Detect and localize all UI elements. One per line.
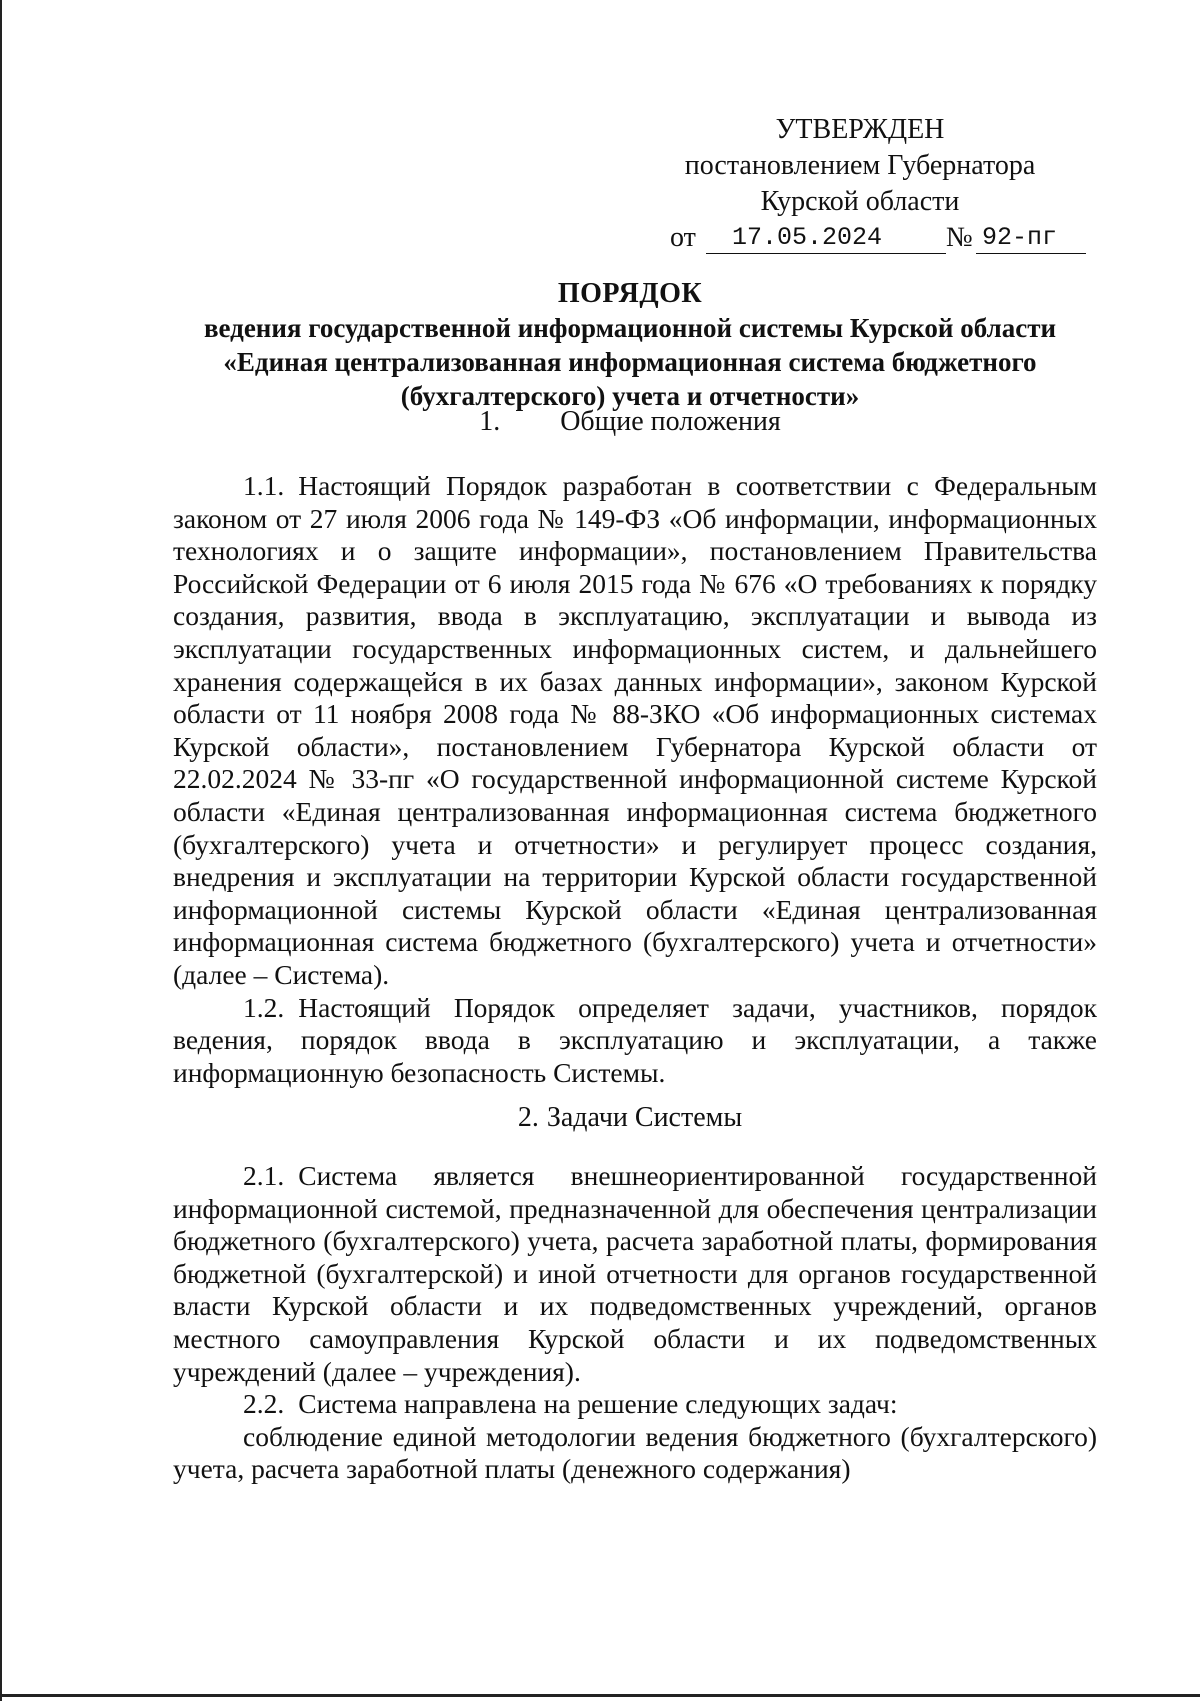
- paragraph-number: 1.1.: [243, 470, 285, 501]
- section-heading-2: [160, 1100, 1100, 1136]
- paragraph-1-2: [173, 992, 1097, 1090]
- paragraph-text: соблюдение единой методологии ведения бюджетного (бухгалтерского) учета, расчета заработной платы (денежного содержания): [173, 1420, 1097, 1485]
- title-line-2: «Единая централизованная информационная система бюджетного: [223, 347, 1037, 377]
- paragraph-text: Система направлена на решение следующих задач:: [298, 1388, 898, 1420]
- approval-date: 17.05.2024: [706, 220, 946, 254]
- section-1-body: [173, 470, 1097, 1089]
- document-title: [160, 277, 1100, 413]
- paragraph-1-1: [173, 470, 1097, 992]
- approval-date-line: [670, 220, 1090, 256]
- approval-status: УТВЕРЖДЕН: [775, 114, 945, 145]
- paragraph-text: Настоящий Порядок разработан в соответствии с Федеральным законом от 27 июля 2006 года № 149-ФЗ «Об информации, информационных технологиях и о защите информации», постановлением Правительства Российской Федерации от 6 июля 2015 года № 676 «О требованиях к порядку создания, развития, ввода в эксплуатацию, эксплуатации и вывода из эксплуатации государственных информационных систем, и дальнейшего хранения содержащейся в их базах данных информации», законом Курской области от 11 ноября 2008 года № 88-ЗКО «Об информационных системах Курской области», постановлением Губернатора Курской области от 22.02.2024 № 33-пг «О государственной информационной системе Курской области «Единая централизованная информационная система бюджетного (бухгалтерского) учета и отчетности» и регулирует процесс создания, внедрения и эксплуатации на территории Курской области государственной информационной системы Курской области «Единая централизованная информационная система бюджетного (бухгалтерского) учета и отчетности» (далее – Система).: [173, 470, 1097, 990]
- approval-issuer: постановлением Губернатора: [684, 150, 1036, 181]
- section-2-body: [173, 1160, 1097, 1486]
- paragraph-number: 2.1.: [243, 1160, 285, 1191]
- paragraph-2-2-item-1: [173, 1421, 1097, 1486]
- section-title: Задачи Системы: [546, 1102, 743, 1133]
- section-number: 2.: [517, 1102, 539, 1133]
- title-line-1: ведения государственной информационной системы Курской области: [203, 313, 1057, 343]
- paragraph-text: Система является внешнеориентированной государственной информационной системой, предназначенной для обеспечения централизации бюджетного (бухгалтерского) учета, расчета заработной платы, формирования бюджетной (бухгалтерской) и иной отчетности для органов государственной власти Курской области и их подведомственных учреждений, органов местного самоуправления Курской области и их подведомственных учреждений (далее – учреждения).: [173, 1160, 1097, 1387]
- approval-region: Курской области: [760, 186, 960, 217]
- number-prefix: №: [946, 222, 973, 253]
- section-heading-1: [160, 404, 1100, 440]
- paragraph-text: Настоящий Порядок определяет задачи, участников, порядок ведения, порядок ввода в эксплуатацию и эксплуатации, а также информационную безопасность Системы.: [173, 991, 1097, 1088]
- section-number: 1.: [479, 406, 501, 437]
- approval-number: 92-пг: [976, 220, 1086, 254]
- paragraph-number: 2.2.: [243, 1388, 285, 1420]
- title-line-3: (бухгалтерского) учета и отчетности»: [400, 381, 860, 411]
- paragraph-2-2: [173, 1388, 1097, 1421]
- paragraph-number: 1.2.: [243, 991, 285, 1023]
- paragraph-2-1: [173, 1160, 1097, 1388]
- approval-stamp-block: [600, 112, 1120, 253]
- scan-edge-left: [0, 0, 2, 1701]
- title-main: ПОРЯДОК: [557, 278, 703, 309]
- section-title: Общие положения: [560, 406, 781, 437]
- date-prefix: от: [670, 222, 696, 253]
- scan-edge-bottom: [0, 1694, 1200, 1697]
